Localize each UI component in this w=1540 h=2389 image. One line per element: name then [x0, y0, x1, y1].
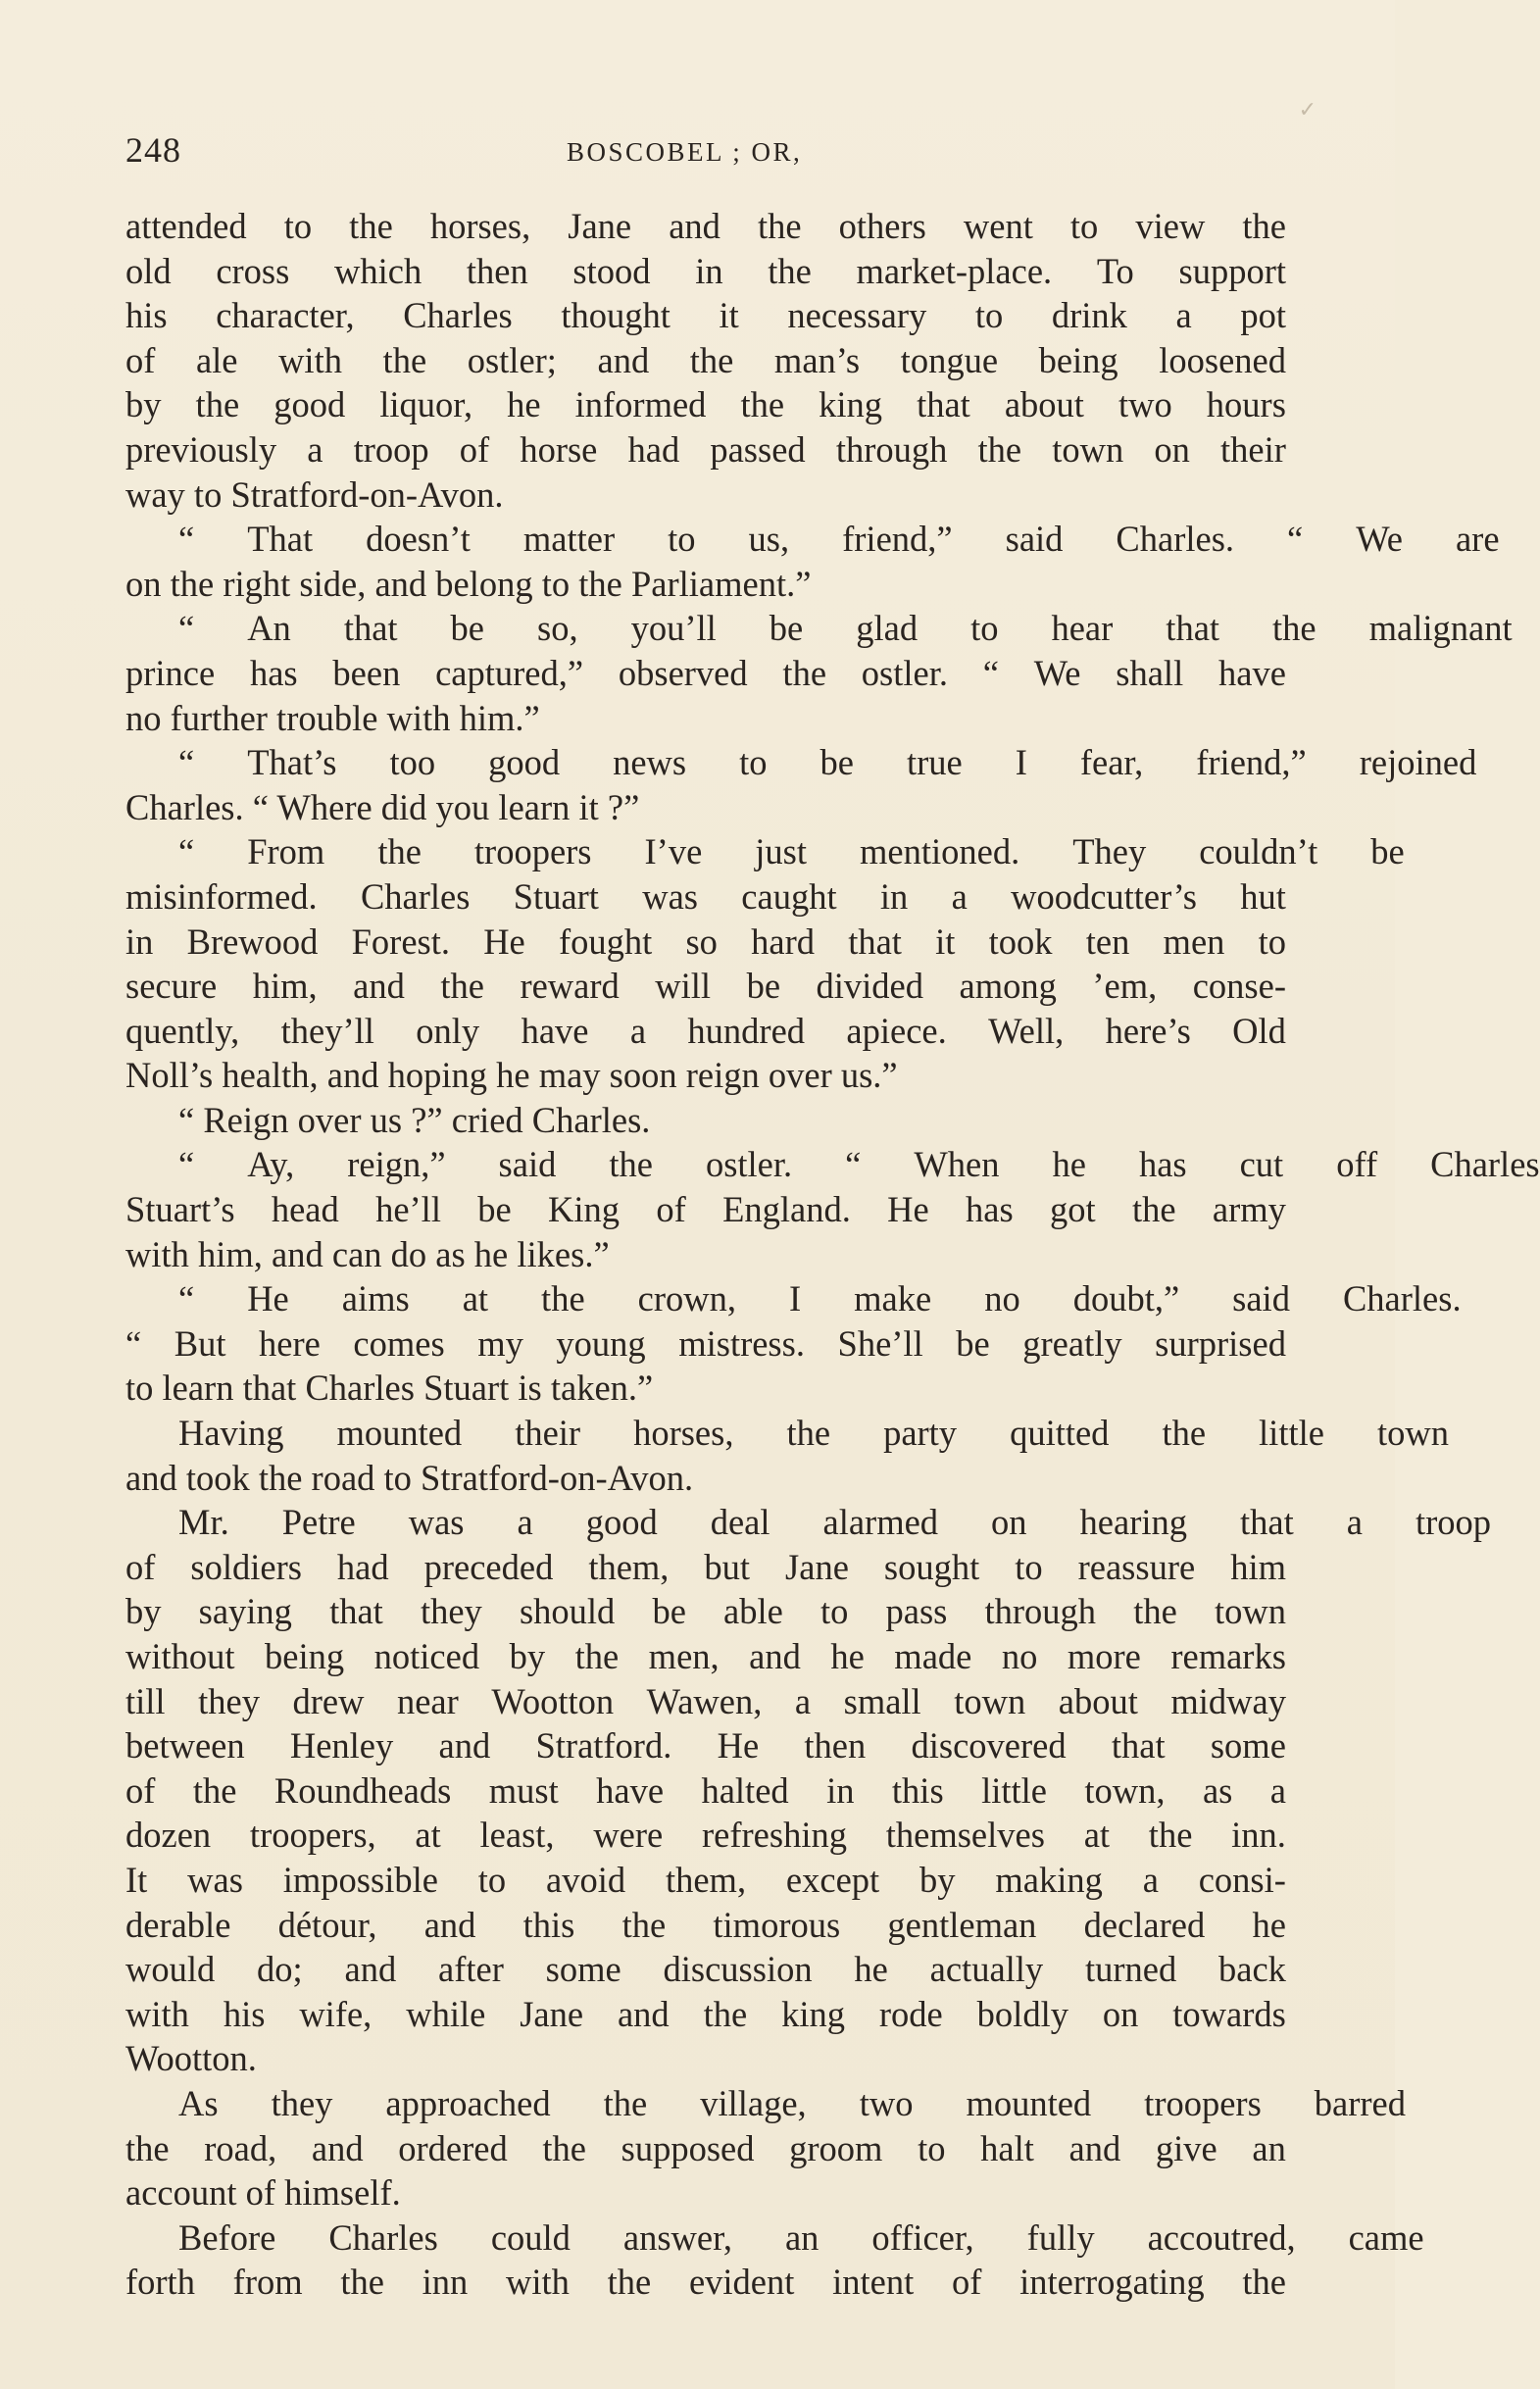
text-line: “ Reign over us ?” cried Charles. [178, 1099, 651, 1140]
text-line: by saying that they should be able to pass through the town [125, 1591, 1286, 1632]
text-line: As they approached the village, two mounted troopers barred [178, 2082, 1406, 2123]
text-line: dozen troopers, at least, were refreshing themselves at the inn. [125, 1815, 1286, 1856]
text-line: misinformed. Charles Stuart was caught in a woodcutter’s hut [125, 875, 1286, 917]
paragraph [125, 1276, 1462, 1411]
text-line: to learn that Charles Stuart is taken.” [125, 1368, 654, 1409]
page-header [125, 129, 1292, 178]
text-line: forth from the inn with the evident intent of interrogating the [125, 2262, 1286, 2303]
paragraph [125, 2081, 1406, 2215]
text-line: the road, and ordered the supposed groom to halt and give an [125, 2127, 1286, 2168]
paragraph [125, 2215, 1424, 2305]
text-line: without being noticed by the men, and he made no more remarks [125, 1636, 1286, 1676]
paragraph [125, 606, 1513, 740]
paragraph [125, 517, 1500, 606]
text-line: derable détour, and this the timorous gentleman declared he [125, 1904, 1286, 1945]
page-mark-icon: ✓ [1298, 98, 1316, 123]
text-line: “ That’s too good news to be true I fear, friend,” rejoined [178, 742, 1477, 783]
text-line: Having mounted their horses, the party quitted the little town [178, 1413, 1449, 1454]
text-line: with him, and can do as he likes.” [125, 1233, 610, 1274]
text-line: quently, they’ll only have a hundred apiece. Well, here’s Old [125, 1010, 1286, 1051]
text-line: with his wife, while Jane and the king rode boldly on towards [125, 1993, 1286, 2034]
text-line: attended to the horses, Jane and the others went to view the [125, 206, 1286, 246]
running-title: BOSCOBEL ; OR, [567, 137, 803, 167]
text-line: “ An that be so, you’ll be glad to hear that the malignant [178, 608, 1513, 649]
text-line: Before Charles could answer, an officer, fully accoutred, came [178, 2216, 1424, 2258]
text-line: It was impossible to avoid them, except by making a consi- [125, 1859, 1286, 1900]
text-line: on the right side, and belong to the Parliament.” [125, 563, 812, 604]
body-text [125, 204, 1540, 2305]
text-line: till they drew near Wootton Wawen, a small town about midway [125, 1680, 1286, 1721]
text-line: of the Roundheads must have halted in this little town, as a [125, 1769, 1286, 1811]
page-number: 248 [125, 130, 181, 170]
text-line: “ From the troopers I’ve just mentioned. They couldn’t be [178, 831, 1405, 872]
text-line: no further trouble with him.” [125, 697, 540, 738]
paragraph [125, 829, 1405, 1098]
paragraph [125, 1411, 1449, 1500]
text-line: “ He aims at the crown, I make no doubt,” said Charles. [178, 1278, 1462, 1319]
text-line: Charles. “ Where did you learn it ?” [125, 786, 640, 827]
text-line: in Brewood Forest. He fought so hard that it took ten men to [125, 921, 1286, 962]
text-line: Wootton. [125, 2038, 257, 2079]
text-line: secure him, and the reward will be divided among ’em, conse- [125, 966, 1286, 1007]
text-line: “ But here comes my young mistress. She’ll be greatly surprised [125, 1322, 1286, 1364]
text-line: by the good liquor, he informed the king that about two hours [125, 384, 1286, 425]
paragraph [125, 1098, 1286, 1143]
text-line: of ale with the ostler; and the man’s tongue being loosened [125, 339, 1286, 380]
text-line: account of himself. [125, 2172, 401, 2214]
text-line: between Henley and Stratford. He then discovered that some [125, 1725, 1286, 1767]
text-line: and took the road to Stratford-on-Avon. [125, 1457, 694, 1498]
paragraph [125, 1142, 1540, 1276]
text-line: would do; and after some discussion he actually turned back [125, 1949, 1286, 1990]
text-line: his character, Charles thought it necessary to drink a pot [125, 295, 1286, 336]
text-line: Stuart’s head he’ll be King of England. He has got the army [125, 1189, 1286, 1230]
text-line: of soldiers had preceded them, but Jane sought to reassure him [125, 1546, 1286, 1587]
text-line: previously a troop of horse had passed through the town on their [125, 428, 1286, 470]
text-line: way to Stratford-on-Avon. [125, 473, 504, 515]
text-line: Mr. Petre was a good deal alarmed on hearing that a troop [178, 1502, 1491, 1543]
text-line: Noll’s health, and hoping he may soon reign over us.” [125, 1055, 898, 1096]
text-line: prince has been captured,” observed the ostler. “ We shall have [125, 652, 1286, 693]
paragraph-continued [125, 204, 1286, 517]
text-line: “ Ay, reign,” said the ostler. “ When he has cut off Charles [178, 1144, 1540, 1185]
paragraph [125, 740, 1477, 829]
text-line: “ That doesn’t matter to us, friend,” said Charles. “ We are [178, 519, 1500, 560]
text-line: old cross which then stood in the market-place. To support [125, 250, 1286, 291]
paragraph [125, 1500, 1491, 2081]
